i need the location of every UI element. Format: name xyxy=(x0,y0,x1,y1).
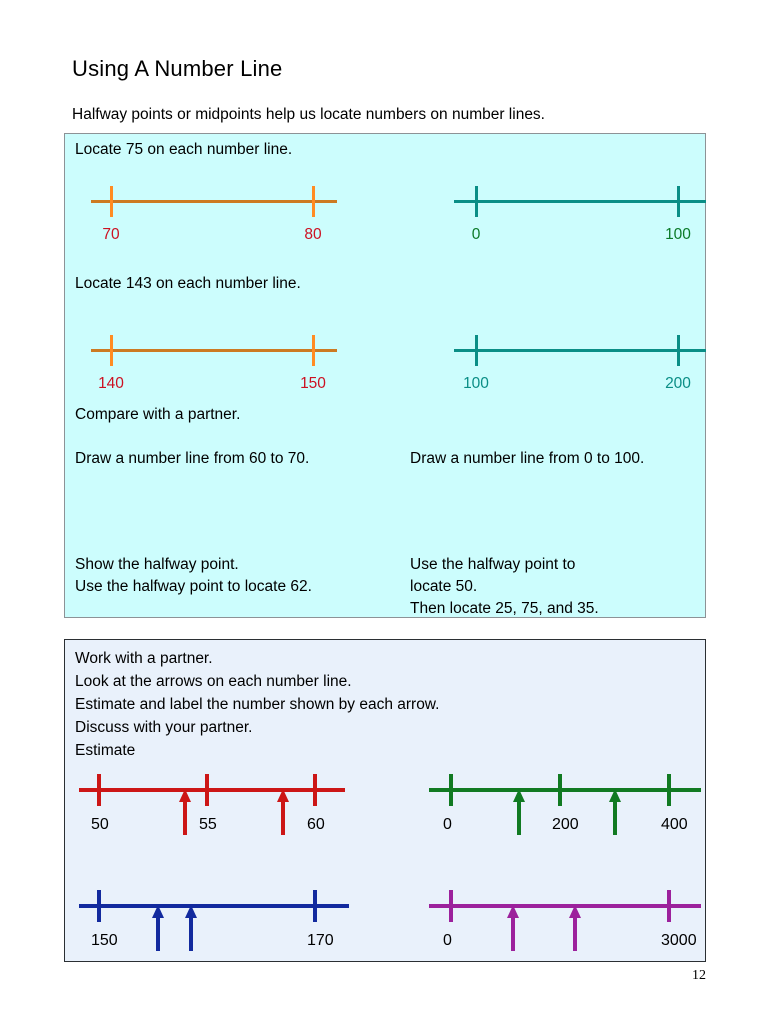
locate-25-75-35-instruction: Then locate 25, 75, and 35. xyxy=(410,600,599,617)
number-line-tick-label: 50 xyxy=(91,816,109,833)
work-with-partner-instruction: Work with a partner. xyxy=(75,650,213,667)
prompt-locate-143: Locate 143 on each number line. xyxy=(75,275,301,292)
show-halfway-instruction: Show the halfway point. xyxy=(75,556,239,573)
locate-50-instruction: locate 50. xyxy=(410,578,478,595)
prompt-locate-75: Locate 75 on each number line. xyxy=(75,141,293,158)
number-line-tick xyxy=(475,335,478,366)
arrow-shaft xyxy=(511,916,515,951)
arrow-shaft xyxy=(613,800,617,835)
number-line-locate-143-left xyxy=(91,333,337,393)
number-line-tick xyxy=(97,774,101,806)
number-line-tick xyxy=(677,335,680,366)
number-line-tick-label: 170 xyxy=(307,932,334,949)
arrow-shaft xyxy=(281,800,285,835)
number-line-arrow xyxy=(184,905,198,951)
number-line-tick-label: 55 xyxy=(199,816,217,833)
number-line-tick xyxy=(667,774,671,806)
arrow-shaft xyxy=(573,916,577,951)
discuss-instruction: Discuss with your partner. xyxy=(75,719,253,736)
number-line-tick-label: 3000 xyxy=(661,932,697,949)
use-halfway-instruction-line1: Use the halfway point to xyxy=(410,556,576,573)
number-line-tick-label: 80 xyxy=(304,226,322,243)
number-line-tick-label: 0 xyxy=(471,226,481,243)
number-line-axis xyxy=(429,788,701,792)
page-number: 12 xyxy=(692,968,706,983)
number-line-arrow xyxy=(151,905,165,951)
number-line-arrow xyxy=(276,789,290,835)
number-line-tick-label: 0 xyxy=(443,932,452,949)
number-line-estimate-green xyxy=(429,772,701,832)
number-line-tick-label: 100 xyxy=(665,226,691,243)
exercise-panel-top xyxy=(64,133,706,618)
number-line-locate-143-right xyxy=(454,333,706,393)
page-title: Using A Number Line xyxy=(72,56,283,81)
number-line-estimate-purple xyxy=(429,888,701,948)
draw-line-left-instruction: Draw a number line from 60 to 70. xyxy=(75,450,310,467)
arrow-shaft xyxy=(189,916,193,951)
number-line-axis xyxy=(429,904,701,908)
arrow-shaft xyxy=(517,800,521,835)
number-line-axis xyxy=(91,349,337,352)
number-line-tick-label: 150 xyxy=(91,932,118,949)
look-at-arrows-instruction: Look at the arrows on each number line. xyxy=(75,673,352,690)
number-line-tick xyxy=(205,774,209,806)
number-line-locate-75-left xyxy=(91,184,337,244)
compare-instruction: Compare with a partner. xyxy=(75,406,241,423)
intro-text: Halfway points or midpoints help us locate numbers on number lines. xyxy=(72,106,545,123)
number-line-tick xyxy=(312,335,315,366)
number-line-arrow xyxy=(178,789,192,835)
number-line-tick xyxy=(667,890,671,922)
number-line-tick xyxy=(313,890,317,922)
number-line-tick xyxy=(677,186,680,217)
draw-line-right-instruction: Draw a number line from 0 to 100. xyxy=(410,450,645,467)
estimate-label-instruction: Estimate and label the number shown by each arrow. xyxy=(75,696,440,713)
number-line-axis xyxy=(91,200,337,203)
number-line-arrow xyxy=(512,789,526,835)
number-line-estimate-blue xyxy=(79,888,349,948)
number-line-tick-label: 100 xyxy=(463,375,489,392)
number-line-tick xyxy=(110,335,113,366)
number-line-tick xyxy=(449,890,453,922)
number-line-tick-label: 70 xyxy=(102,226,120,243)
number-line-tick-label: 140 xyxy=(98,375,124,392)
number-line-tick xyxy=(97,890,101,922)
number-line-axis xyxy=(454,200,706,203)
locate-62-instruction: Use the halfway point to locate 62. xyxy=(75,578,312,595)
number-line-tick-label: 400 xyxy=(661,816,688,833)
number-line-tick xyxy=(110,186,113,217)
number-line-tick-label: 200 xyxy=(665,375,691,392)
number-line-tick xyxy=(558,774,562,806)
number-line-arrow xyxy=(568,905,582,951)
arrow-shaft xyxy=(183,800,187,835)
number-line-tick xyxy=(313,774,317,806)
number-line-tick xyxy=(312,186,315,217)
number-line-tick-label: 150 xyxy=(300,375,326,392)
number-line-tick xyxy=(475,186,478,217)
number-line-estimate-red xyxy=(79,772,345,832)
number-line-tick-label: 200 xyxy=(552,816,579,833)
number-line-tick-label: 0 xyxy=(443,816,452,833)
number-line-tick xyxy=(449,774,453,806)
number-line-arrow xyxy=(608,789,622,835)
number-line-axis xyxy=(454,349,706,352)
number-line-tick-label: 60 xyxy=(307,816,325,833)
number-line-arrow xyxy=(506,905,520,951)
arrow-shaft xyxy=(156,916,160,951)
number-line-axis xyxy=(79,904,349,908)
number-line-locate-75-right xyxy=(454,184,706,244)
exercise-panel-bottom xyxy=(64,639,706,962)
estimate-heading: Estimate xyxy=(75,742,136,759)
number-line-axis xyxy=(79,788,345,792)
